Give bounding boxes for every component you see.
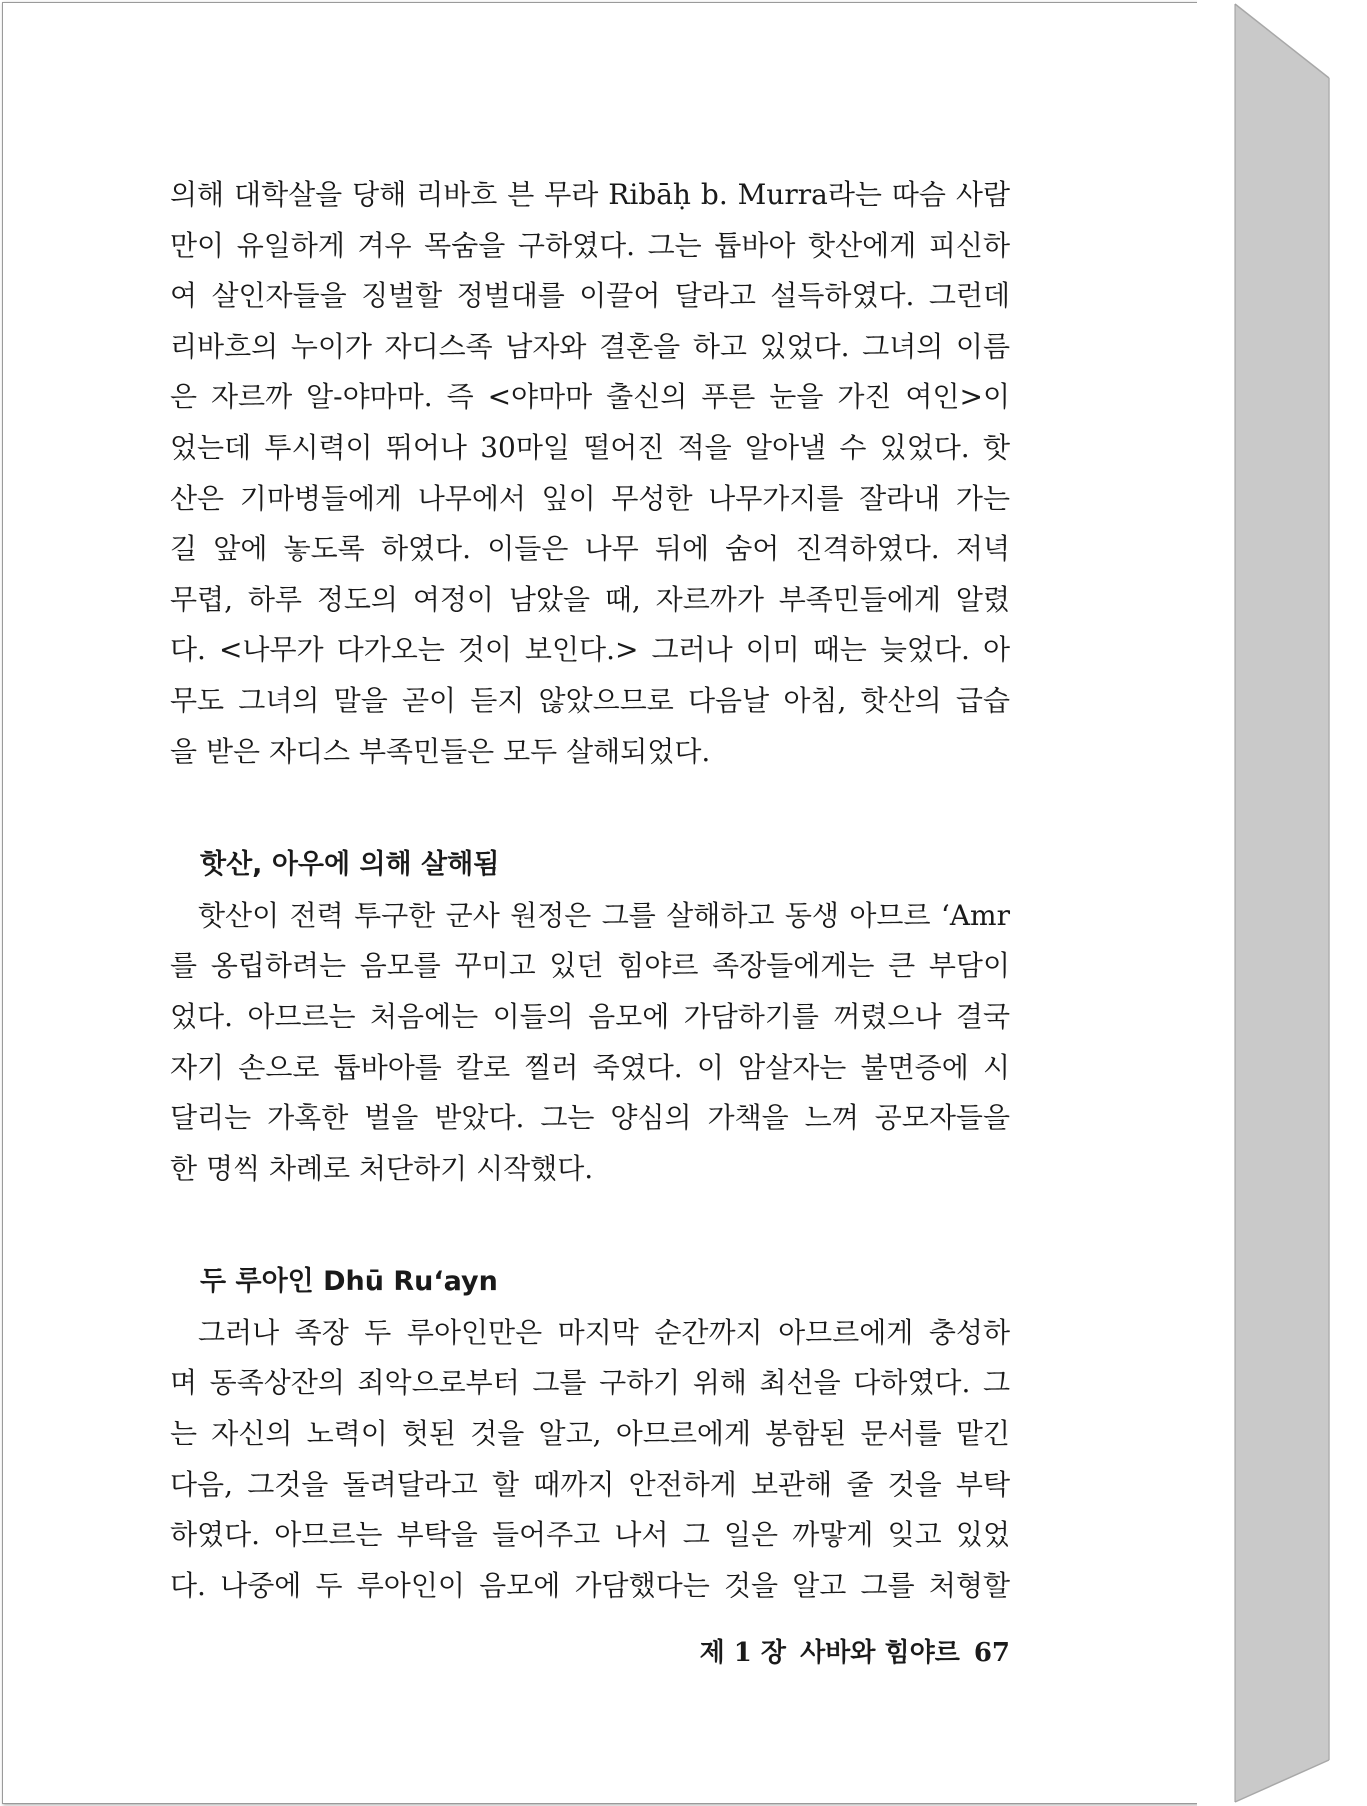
page-number: 67: [973, 1638, 1010, 1668]
text-line: 산은 기마병들에게 나무에서 잎이 무성한 나무가지를 잘라내 가는: [170, 481, 1010, 515]
text-line: 하였다. 아므르는 부탁을 들어주고 나서 그 일은 까맣게 잊고 있었: [170, 1518, 1010, 1552]
text-line: 그러나 족장 두 루아인만은 마지막 순간까지 아므르에게 충성하: [198, 1315, 1010, 1349]
text-line: 여 살인자들을 징벌할 정벌대를 이끌어 달라고 설득하였다. 그런데: [170, 279, 1010, 313]
text-line: 무렵, 하루 정도의 여정이 남았을 때, 자르까가 부족민들에게 알렸: [170, 582, 1010, 616]
paragraph-zarqa-story: [170, 170, 1010, 777]
section-heading: 핫산, 아우에 의해 살해됨: [200, 849, 500, 881]
chapter-title: 사바와 힘야르: [800, 1638, 960, 1668]
text-line: 무도 그녀의 말을 곧이 듣지 않았으므로 다음날 아침, 핫산의 급습: [170, 683, 1010, 717]
paragraph-hassan-killed: [170, 891, 1010, 1195]
text-line: 었다. 아므르는 처음에는 이들의 음모에 가담하기를 꺼렸으나 결국: [170, 999, 1010, 1033]
text-line: 다음, 그것을 돌려달라고 할 때까지 안전하게 보관해 줄 것을 부탁: [170, 1467, 1010, 1501]
text-line: 만이 유일하게 겨우 목숨을 구하였다. 그는 튭바아 핫산에게 피신하: [170, 228, 1010, 262]
page-edge-shading: [1197, 0, 1367, 1806]
paragraph-dhu-ruayn: [170, 1308, 1010, 1612]
text-line: 자기 손으로 튭바아를 칼로 찔러 죽였다. 이 암살자는 불면증에 시: [170, 1050, 1010, 1084]
text-line: 길 앞에 놓도록 하였다. 이들은 나무 뒤에 숨어 진격하였다. 저녁: [170, 532, 1010, 566]
chapter-label: 제 1 장: [699, 1638, 787, 1668]
text-line: 는 자신의 노력이 헛된 것을 알고, 아므르에게 봉함된 문서를 맡긴: [170, 1417, 1010, 1451]
text-line: 을 받은 자디스 부족민들은 모두 살해되었다.: [170, 734, 711, 768]
text-line: 리바흐의 누이가 자디스족 남자와 결혼을 하고 있었다. 그녀의 이름: [170, 329, 1010, 363]
text-line: 달리는 가혹한 벌을 받았다. 그는 양심의 가책을 느껴 공모자들을: [170, 1101, 1010, 1135]
text-line: 한 명씩 차례로 처단하기 시작했다.: [170, 1151, 594, 1185]
text-line: 를 옹립하려는 음모를 꾸미고 있던 힘야르 족장들에게는 큰 부담이: [170, 949, 1010, 983]
text-line: 의해 대학살을 당해 리바흐 븐 무라 Ribāḥ b. Murra라는 따슴 사람: [170, 178, 1010, 211]
section-heading: 두 루아인 Dhū Ru‘ayn: [200, 1266, 498, 1298]
text-line: 은 자르까 알-야마마. 즉 <야마마 출신의 푸른 눈을 가진 여인>이: [170, 380, 1010, 414]
text-line: 며 동족상잔의 죄악으로부터 그를 구하기 위해 최선을 다하였다. 그: [170, 1366, 1010, 1400]
text-line: 다. <나무가 다가오는 것이 보인다.> 그러나 이미 때는 늦었다. 아: [170, 633, 1010, 667]
page-content: [170, 170, 1010, 1611]
page-footer: [680, 1632, 1010, 1669]
text-line: 다. 나중에 두 루아인이 음모에 가담했다는 것을 알고 그를 처형할: [170, 1568, 1010, 1602]
text-line: 었는데 투시력이 뛰어나 30마일 떨어진 적을 알아낼 수 있었다. 핫: [170, 430, 1010, 464]
text-line: 핫산이 전력 투구한 군사 원정은 그를 살해하고 동생 아므르 ‘Amr: [198, 898, 1010, 932]
